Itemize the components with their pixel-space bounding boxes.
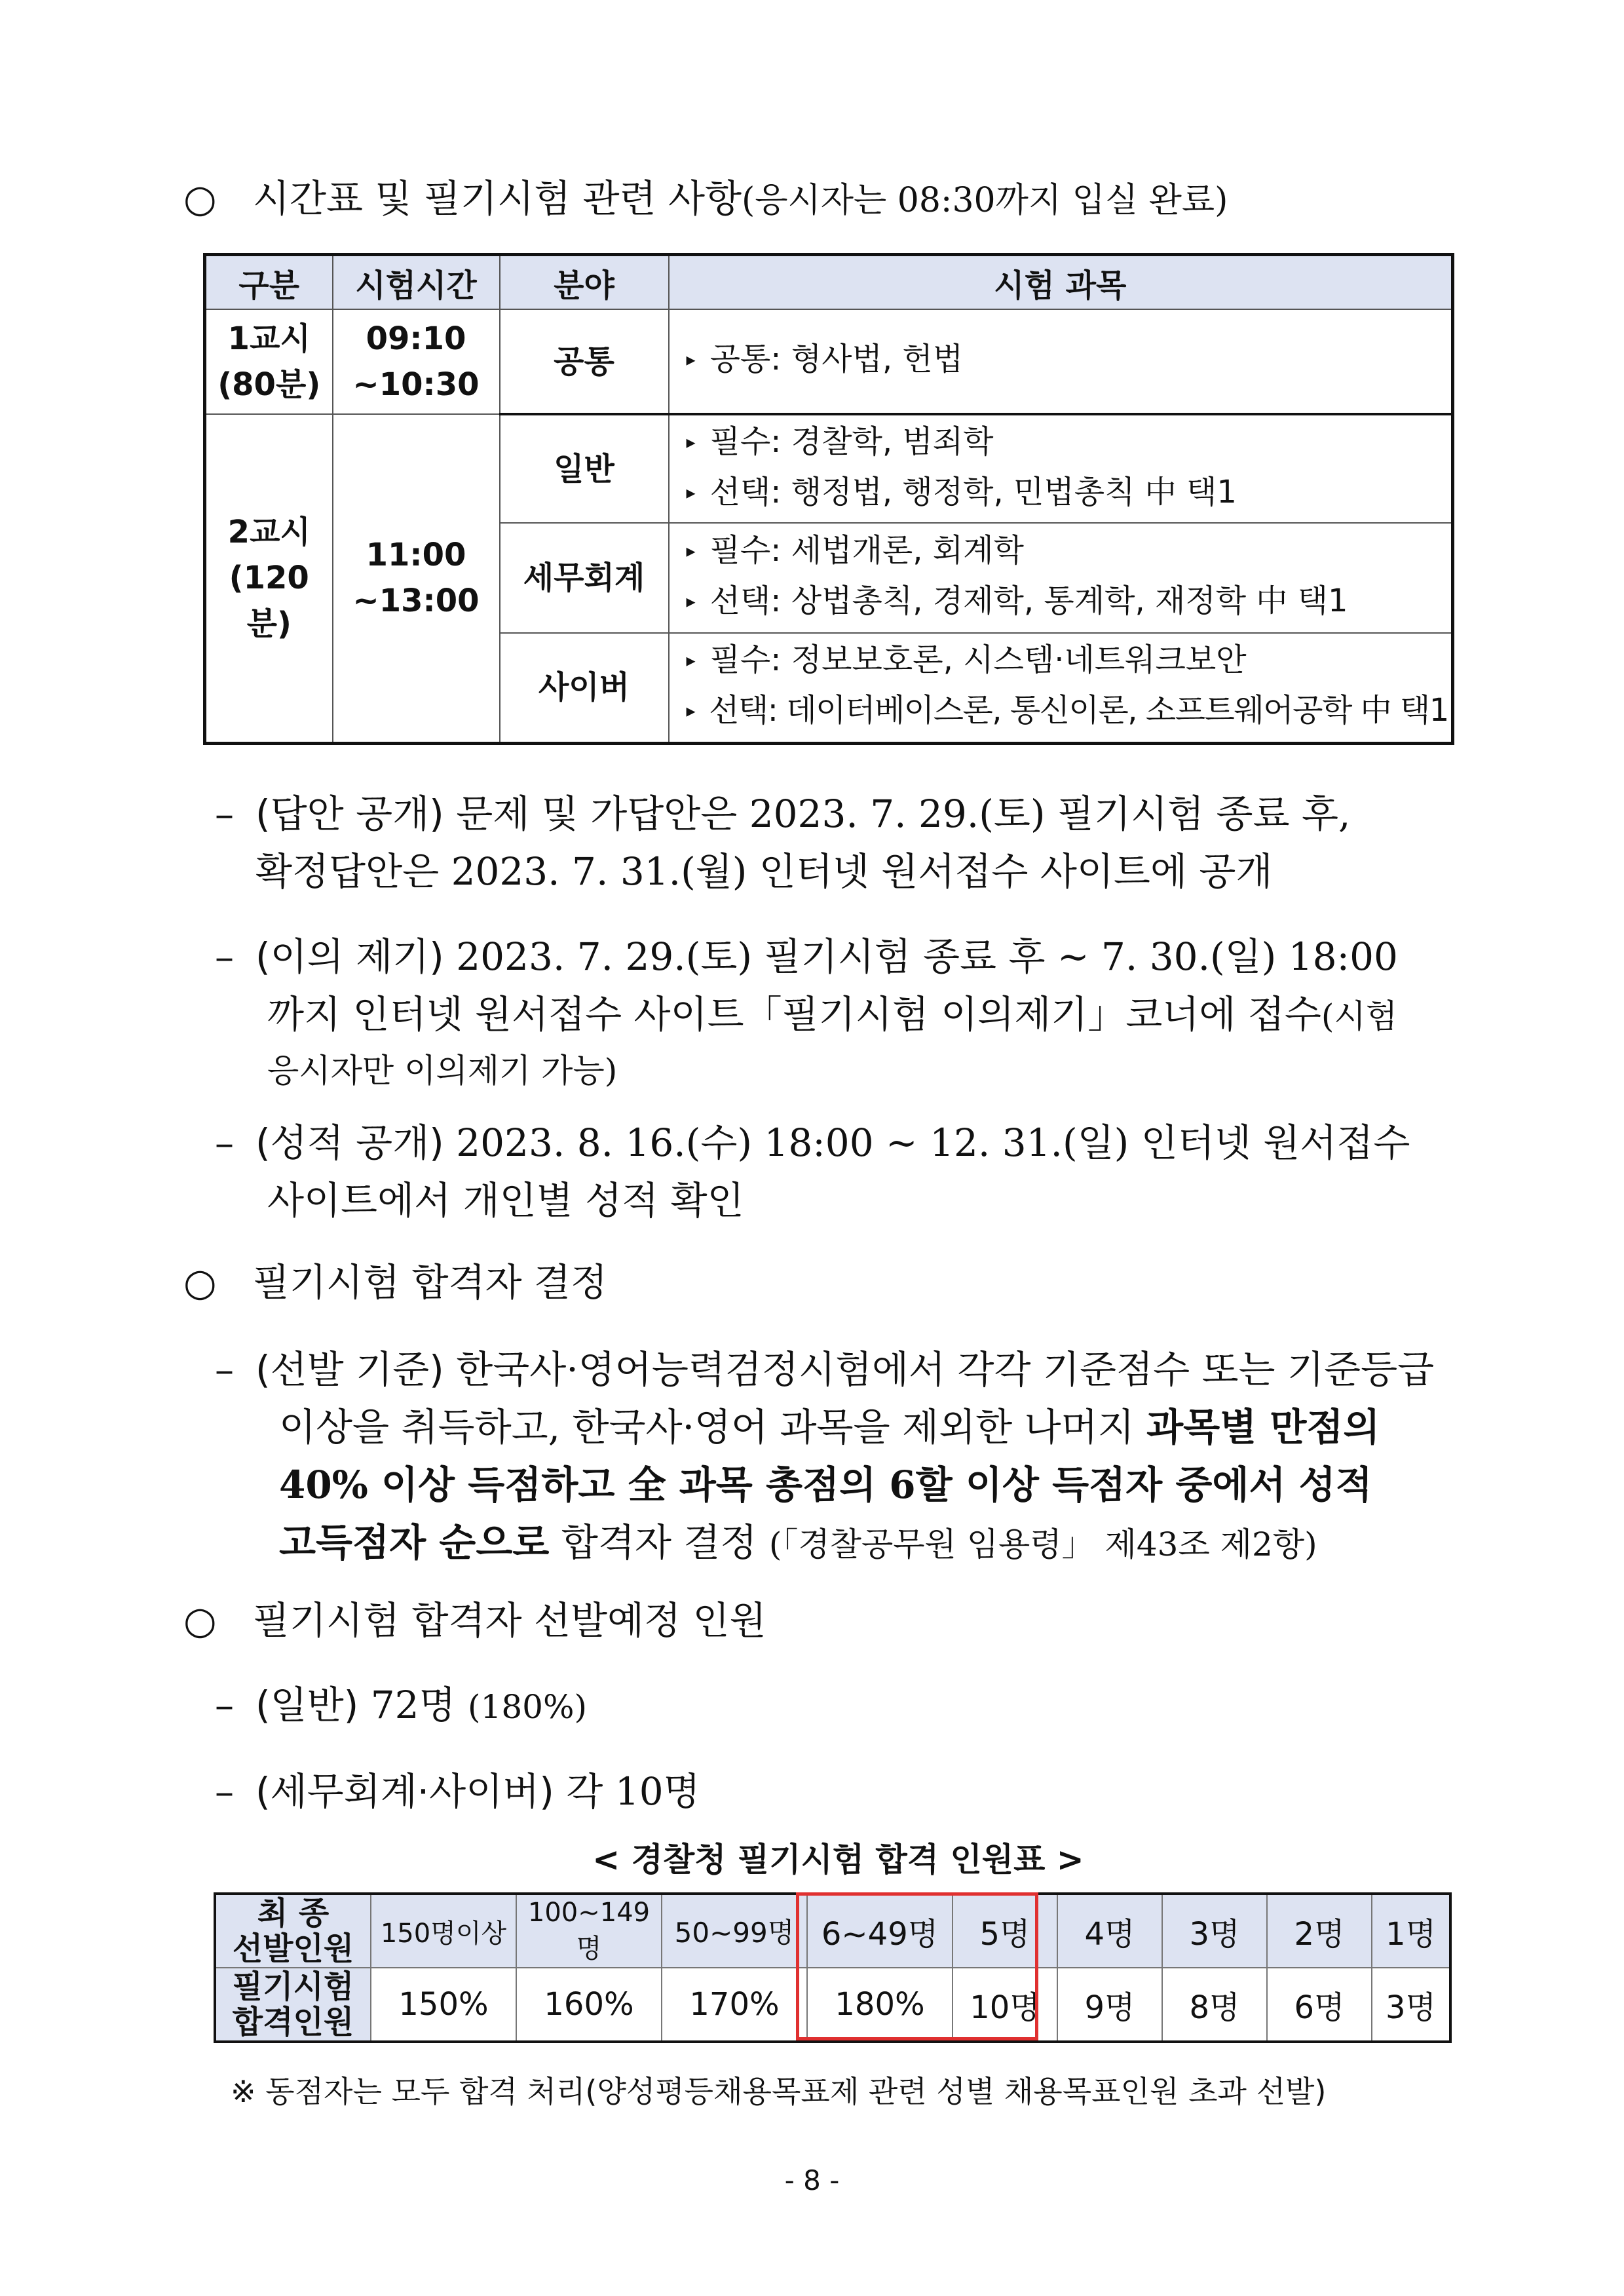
- item-objection: [215, 928, 1398, 1096]
- objection-line2-note: (시험: [1321, 997, 1397, 1035]
- dash-bullet: –: [215, 1347, 234, 1392]
- field-tax-accounting: 세무회계: [500, 523, 669, 633]
- criteria-line4b: 합격자 결정: [549, 1520, 769, 1565]
- triangle-bullet-icon: ▸: [686, 590, 696, 612]
- quota-written-cell: 8명: [1162, 1968, 1267, 2042]
- quota-row-final-header: 최 종 선발인원: [215, 1894, 371, 1968]
- quota-final-cell: 4명: [1057, 1894, 1162, 1968]
- tax-cyber-value: 각 10명: [566, 1769, 700, 1814]
- period2-label: 2교시: [227, 514, 311, 551]
- schedule-table: [203, 253, 1454, 745]
- quota-row-written-header: 필기시험 합격인원: [215, 1968, 371, 2042]
- section-timetable-heading: [183, 176, 1228, 223]
- triangle-bullet-icon: ▸: [686, 649, 696, 672]
- period2-row-general: [205, 414, 1453, 523]
- period2-time-start: 11:00: [366, 537, 466, 574]
- subject-line: ▸ 필수: 정보보호론, 시스템·네트워크보안: [686, 641, 1247, 679]
- criteria-line4c: (「경찰공무원 임용령」 제43조 제2항): [768, 1525, 1317, 1563]
- quota-highlight-box: [796, 1892, 1038, 2040]
- section-bullet: ○: [183, 1598, 217, 1643]
- subject-line: ▸ 선택: 상법총칙, 경제학, 통계학, 재정학 中 택1: [686, 583, 1348, 619]
- period1-duration: (80분): [217, 366, 321, 403]
- quota-final-cell: 50~99명: [662, 1894, 807, 1968]
- quota-written-cell: 160%: [516, 1968, 662, 2042]
- subject-line: ▸ 필수: 경찰학, 범죄학: [686, 423, 994, 460]
- dash-bullet: –: [215, 1683, 234, 1727]
- section-title: 필기시험 합격자 선발예정 인원: [252, 1598, 766, 1643]
- quota-final-cell: 100~149명: [516, 1894, 662, 1968]
- general-label: (일반): [255, 1683, 359, 1727]
- dash-bullet: –: [215, 1769, 234, 1814]
- section-note: (응시자는 08:30까지 입실 완료): [742, 181, 1228, 220]
- subject-line: ▸ 선택: 행정법, 행정학, 민법총칙 中 택1: [686, 473, 1237, 510]
- answer-line2: 확정답안은 2023. 7. 31.(월) 인터넷 원서접수 사이트에 공개: [255, 849, 1273, 894]
- subject-line: ▸ 선택: 데이터베이스론, 통신이론, 소프트웨어공학 中 택1: [686, 692, 1448, 729]
- period1-time-start: 09:10: [366, 320, 466, 357]
- footnote: ※ 동점자는 모두 합격 처리(양성평등채용목표제 관련 성별 채용목표인원 초과 선발): [231, 2074, 1327, 2109]
- page-number: - 8 -: [784, 2164, 840, 2196]
- quota-written-cell: 170%: [662, 1968, 807, 2042]
- period2-time-cell: [333, 414, 500, 743]
- criteria-label: (선발 기준): [255, 1347, 444, 1392]
- quota-table-caption: < 경찰청 필기시험 합격 인원표 >: [592, 1841, 1084, 1879]
- quota-written-cell: 150%: [371, 1968, 516, 2042]
- criteria-line2b: 과목별 만점의: [1146, 1405, 1380, 1449]
- section-title: 필기시험 합격자 결정: [252, 1260, 608, 1305]
- period2-label-cell: [205, 414, 333, 743]
- objection-line2: 까지 인터넷 원서접수 사이트「필기시험 이의제기」코너에 접수: [267, 992, 1321, 1037]
- item-tax-cyber-quota: [215, 1763, 700, 1820]
- period1-label-cell: [205, 309, 333, 414]
- quota-final-cell: 6~49명: [807, 1894, 953, 1968]
- period2-duration: (120분): [229, 560, 309, 643]
- objection-line3: 응시자만 이의제기 가능): [267, 1052, 618, 1090]
- item-answer: [215, 785, 1350, 900]
- quota-final-cell: 150명이상: [371, 1894, 516, 1968]
- item-criteria: [215, 1341, 1434, 1573]
- header-subjects: 시험 과목: [669, 255, 1453, 310]
- item-score: [215, 1114, 1410, 1229]
- period1-field: 공통: [500, 309, 669, 414]
- section-quota-heading: [183, 1598, 766, 1643]
- triangle-bullet-icon: ▸: [686, 481, 696, 503]
- answer-line1: 문제 및 가답안은 2023. 7. 29.(토) 필기시험 종료 후,: [456, 792, 1351, 836]
- header-time: 시험시간: [333, 255, 500, 310]
- header-field: 분야: [500, 255, 669, 310]
- dash-bullet: –: [215, 934, 234, 979]
- dash-bullet: –: [215, 1120, 234, 1165]
- score-line2: 사이트에서 개인별 성적 확인: [267, 1178, 744, 1223]
- quota-written-cell: 9명: [1057, 1968, 1162, 2042]
- schedule-header-row: [205, 255, 1453, 310]
- period1-label: 1교시: [227, 320, 311, 357]
- subject-line: ▸ 필수: 세법개론, 회계학: [686, 532, 1024, 569]
- objection-line1: 2023. 7. 29.(토) 필기시험 종료 후 ~ 7. 30.(일) 18:00: [456, 934, 1398, 979]
- quota-final-cell: 1명: [1372, 1894, 1450, 1968]
- field-general: 일반: [500, 414, 669, 523]
- triangle-bullet-icon: ▸: [686, 430, 696, 453]
- general-subjects: [669, 414, 1453, 523]
- general-value: 72명: [370, 1683, 456, 1727]
- objection-label: (이의 제기): [255, 934, 444, 979]
- criteria-line2a: 이상을 취득하고, 한국사·영어 과목을 제외한 나머지: [279, 1405, 1147, 1449]
- period1-time-end: ~10:30: [352, 366, 480, 403]
- tax-subjects: [669, 523, 1453, 633]
- criteria-line4a: 고득점자 순으로: [279, 1520, 550, 1565]
- period1-subjects: [669, 309, 1453, 414]
- quota-written-cell: 3명: [1372, 1968, 1450, 2042]
- period2-time-end: ~13:00: [352, 583, 480, 620]
- answer-label: (답안 공개): [255, 792, 444, 836]
- quota-final-cell: 3명: [1162, 1894, 1267, 1968]
- quota-written-cell: 180%: [807, 1968, 953, 2042]
- quota-written-cell: 10명: [953, 1968, 1057, 2042]
- period1-time-cell: [333, 309, 500, 414]
- dash-bullet: –: [215, 792, 234, 836]
- criteria-line3: 40% 이상 득점하고 全 과목 총점의 6할 이상 득점자 중에서 성적: [279, 1463, 1372, 1507]
- score-line1: 2023. 8. 16.(수) 18:00 ~ 12. 31.(일) 인터넷 원서접수: [456, 1120, 1410, 1165]
- section-title: 시간표 및 필기시험 관련 사항: [252, 176, 742, 221]
- triangle-bullet-icon: ▸: [686, 349, 696, 370]
- header-period: 구분: [205, 255, 333, 310]
- tax-cyber-label: (세무회계·사이버): [255, 1769, 554, 1814]
- quota-final-cell: 5명: [953, 1894, 1057, 1968]
- subject-line: ▸ 공통: 형사법, 헌법: [686, 341, 964, 377]
- quota-written-cell: 6명: [1267, 1968, 1372, 2042]
- section-pass-decision-heading: [183, 1259, 607, 1305]
- triangle-bullet-icon: ▸: [686, 540, 696, 562]
- item-general-quota: [215, 1676, 587, 1736]
- general-pct: (180%): [468, 1688, 587, 1726]
- section-bullet: ○: [183, 176, 217, 221]
- period1-row: [205, 309, 1453, 414]
- field-cyber: 사이버: [500, 633, 669, 743]
- cyber-subjects: [669, 633, 1453, 743]
- section-bullet: ○: [183, 1260, 217, 1305]
- triangle-bullet-icon: ▸: [686, 700, 695, 722]
- quota-final-cell: 2명: [1267, 1894, 1372, 1968]
- score-label: (성적 공개): [255, 1120, 444, 1165]
- criteria-line1: 한국사·영어능력검정시험에서 각각 기준점수 또는 기준등급: [456, 1347, 1435, 1392]
